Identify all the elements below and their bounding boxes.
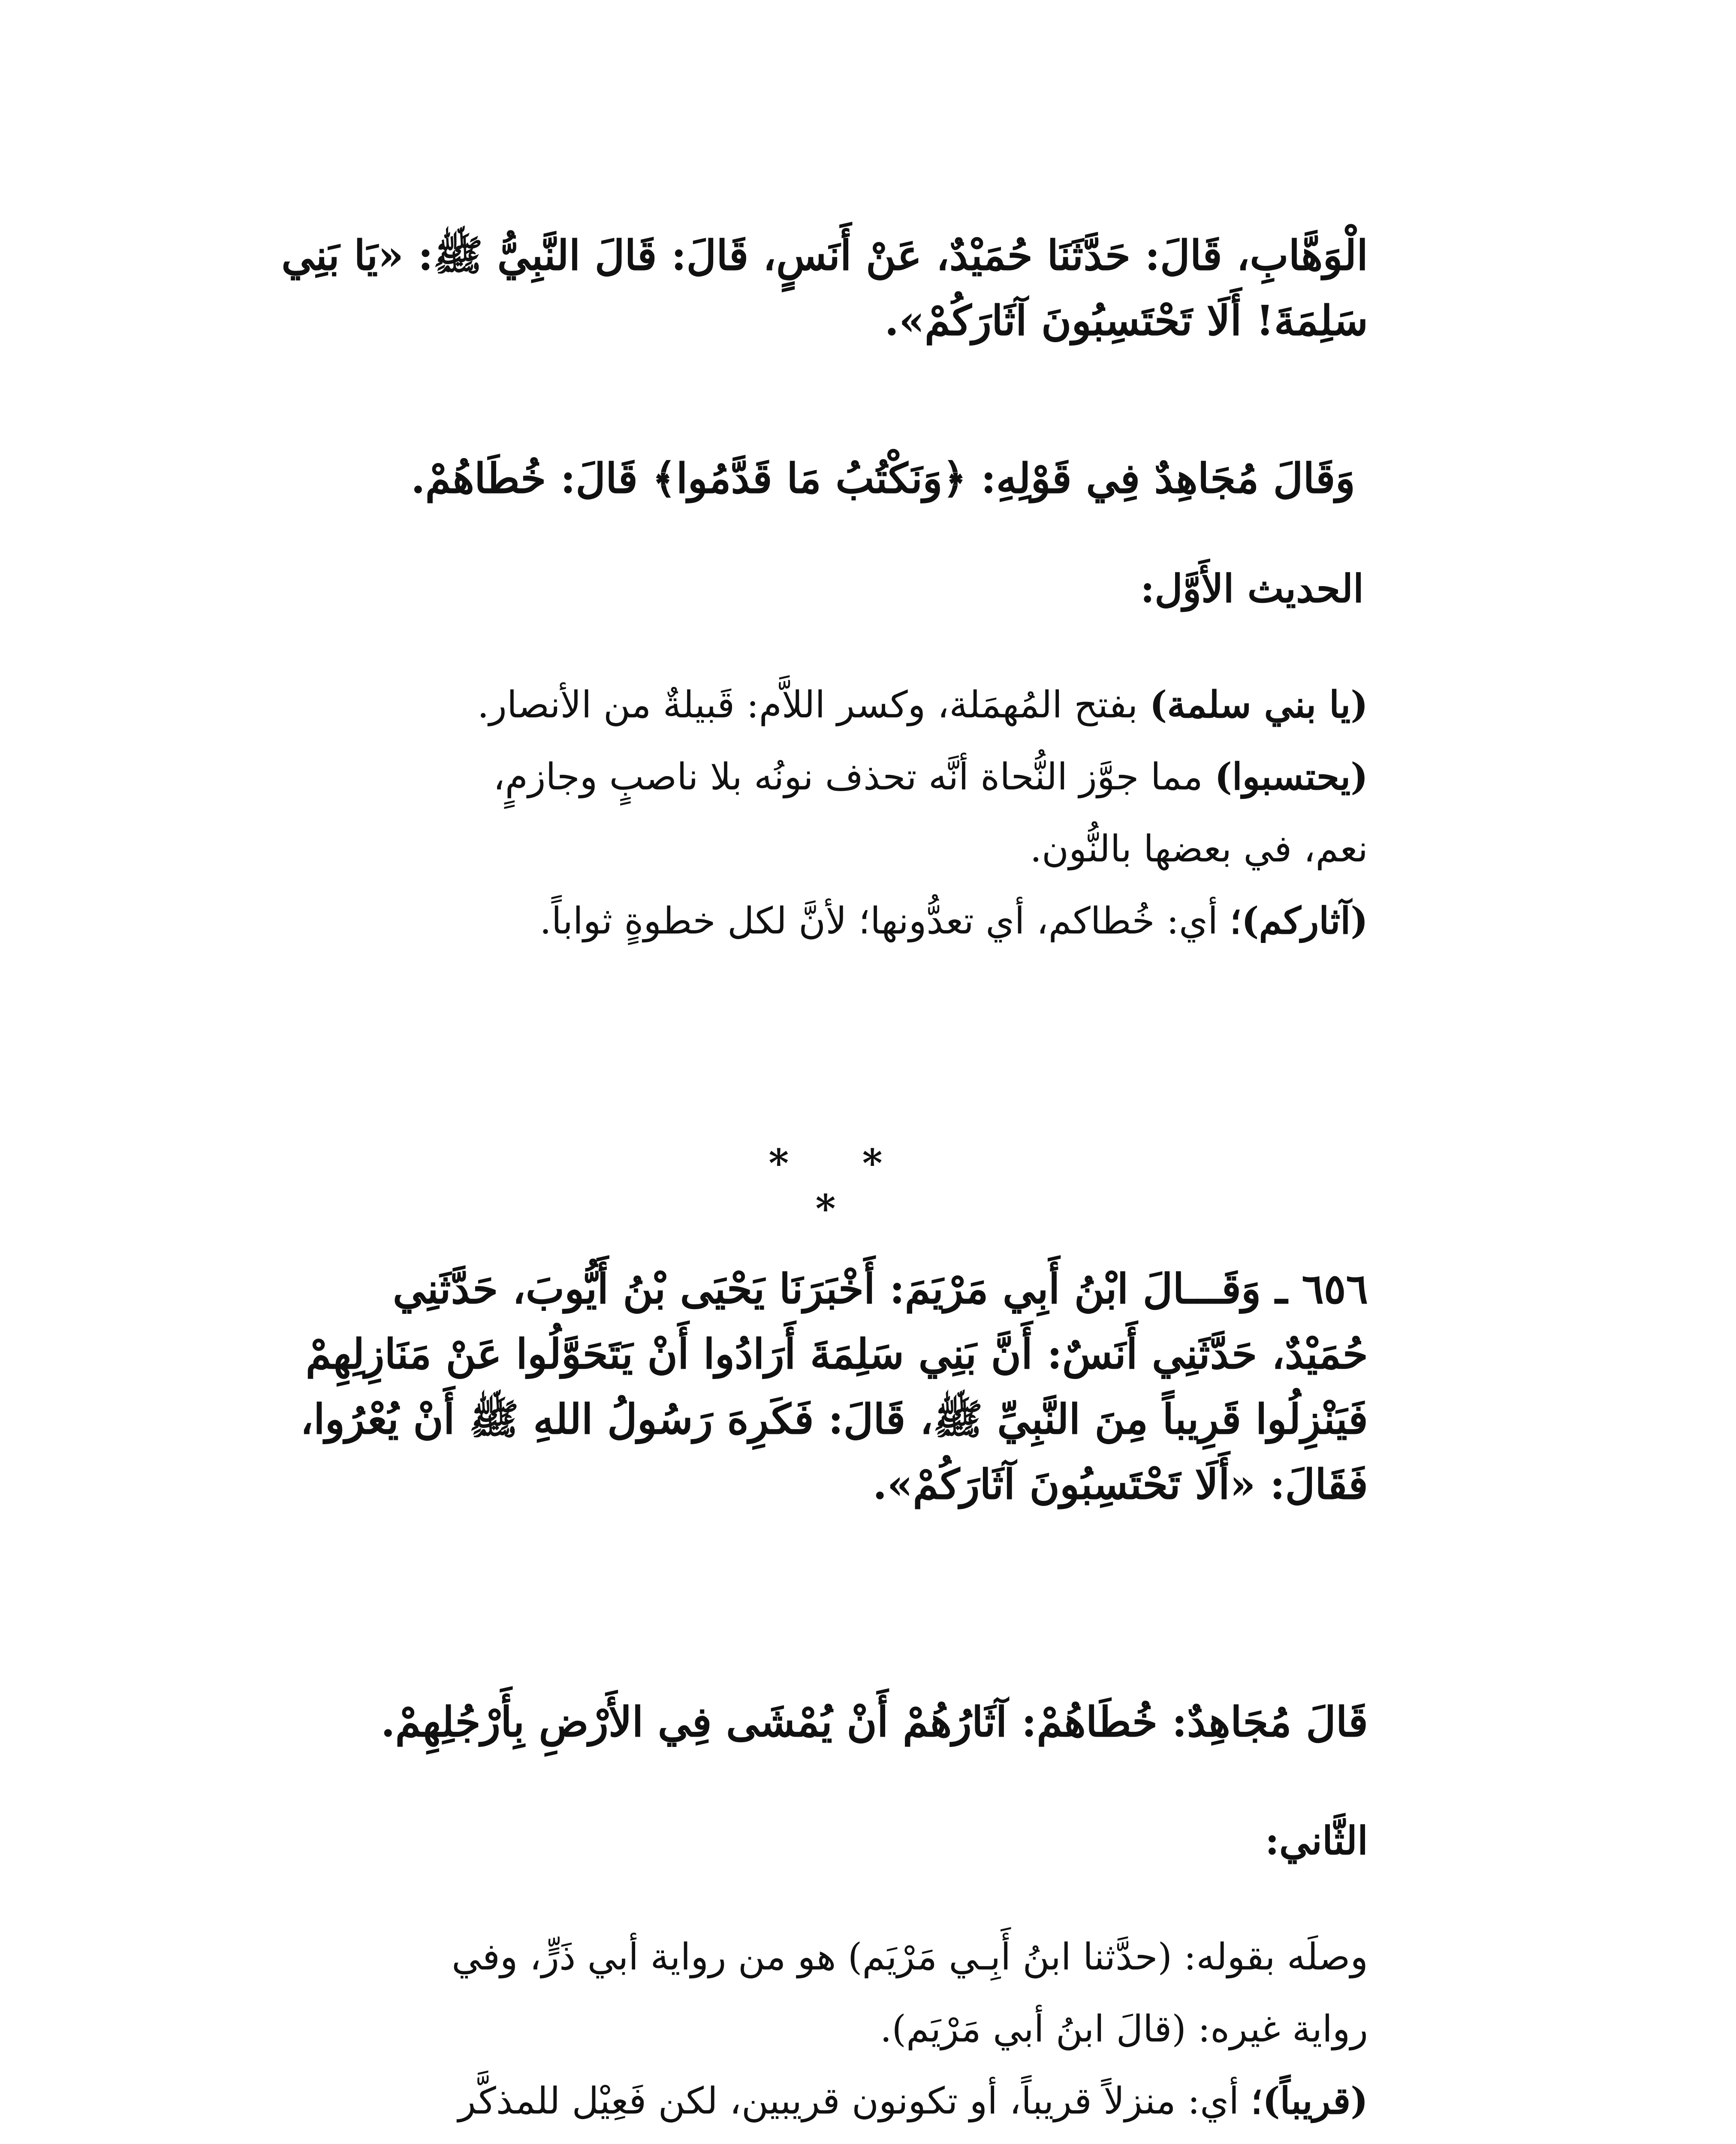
- heading-text: الثَّاني:: [1265, 1818, 1368, 1864]
- note-lemma: (آثاركم)؛: [1230, 899, 1368, 943]
- heading-text: الحديث الأَوَّل:: [1140, 566, 1364, 611]
- section-heading-first: [986, 566, 1364, 611]
- note-text: أي: منزلاً قريباً، أو تكونون قريبين، لكن فَعِيْل للمذكَّر: [458, 2080, 1239, 2123]
- commentary-2: [210, 1921, 1368, 2137]
- hadith-line: الْوَهَّابِ، قَالَ: حَدَّثَنَا حُمَيْدٌ، عَنْ أَنَسٍ، قَالَ: قَالَ النَّبِيُّ ﷺ: «يَا بَنِي: [281, 231, 1368, 280]
- note-line: [210, 669, 1368, 741]
- section-separator: * * *: [769, 1141, 913, 1232]
- hadith-line: فَقَالَ: «أَلَا تَحْتَسِبُونَ آثَارَكُمْ».: [873, 1460, 1368, 1509]
- note-line: [210, 741, 1368, 813]
- note-text: بفتح المُهمَلة، وكسر اللاَّم: قَبيلةٌ من الأنصار.: [477, 684, 1138, 726]
- note-line: [210, 2065, 1368, 2137]
- hadith-line: فَيَنْزِلُوا قَرِيباً مِنَ النَّبِيِّ ﷺ، قَالَ: فَكَرِهَ رَسُولُ اللهِ ﷺ أَنْ يُعْرُوا،: [300, 1395, 1368, 1443]
- note-line: [210, 885, 1368, 957]
- note-lemma: (يا بني سلمة): [1149, 683, 1368, 726]
- note-line: نعم، في بعضها بالنُّون.: [1030, 828, 1368, 870]
- mujahid-line: قَالَ مُجَاهِدٌ: خُطَاهُمْ: آثَارُهُمْ أَنْ يُمْشَى فِي الأَرْضِ بِأَرْجُلِهِمْ.: [381, 1698, 1368, 1746]
- note-line: رواية غيره: (قالَ ابنُ أبي مَرْيَم).: [880, 2008, 1368, 2051]
- note-text: مما جوَّز النُّحاة أنَّه تحذف نونُه بلا ناصبٍ وجازمٍ،: [493, 756, 1203, 798]
- hadith-line: ٦٥٦ ـ وَقَـــالَ ابْنُ أَبِي مَرْيَمَ: أَخْبَرَنَا يَحْيَى بْنُ أَيُّوبَ، حَدَّثَنِي: [392, 1265, 1368, 1313]
- hadith-line: سَلِمَةَ! أَلَا تَحْتَسِبُونَ آثَارَكُمْ».: [884, 296, 1368, 345]
- note-line: وصلَه بقوله: (حدَّثنا ابنُ أَبِـي مَرْيَم) هو من رواية أبي ذَرٍّ، وفي: [452, 1936, 1368, 1978]
- mujahid-statement-2: [257, 1689, 1368, 1755]
- mujahid-statement-1: [274, 446, 1355, 511]
- hadith-line: حُمَيْدٌ، حَدَّثَنِي أَنَسٌ: أَنَّ بَنِي سَلِمَةَ أَرَادُوا أَنْ يَتَحَوَّلُوا عَنْ مَنَازِلِهِمْ: [305, 1330, 1368, 1378]
- section-heading-second: [1072, 1818, 1368, 1864]
- commentary-1: [210, 669, 1368, 957]
- mujahid-line: وَقَالَ مُجَاهِدٌ فِي قَوْلِهِ: ﴿وَنَكْتُبُ مَا قَدَّمُوا﴾ قَالَ: خُطَاهُمْ.: [411, 454, 1355, 503]
- hadith-text-1: [210, 223, 1368, 353]
- note-lemma: (يحتسبوا): [1215, 755, 1368, 798]
- note-text: أي: خُطاكم، أي تعدُّونها؛ لأنَّ لكل خطوةٍ ثواباً.: [539, 900, 1218, 943]
- note-lemma: (قريباً)؛: [1251, 2079, 1368, 2123]
- hadith-text-656: [210, 1256, 1368, 1517]
